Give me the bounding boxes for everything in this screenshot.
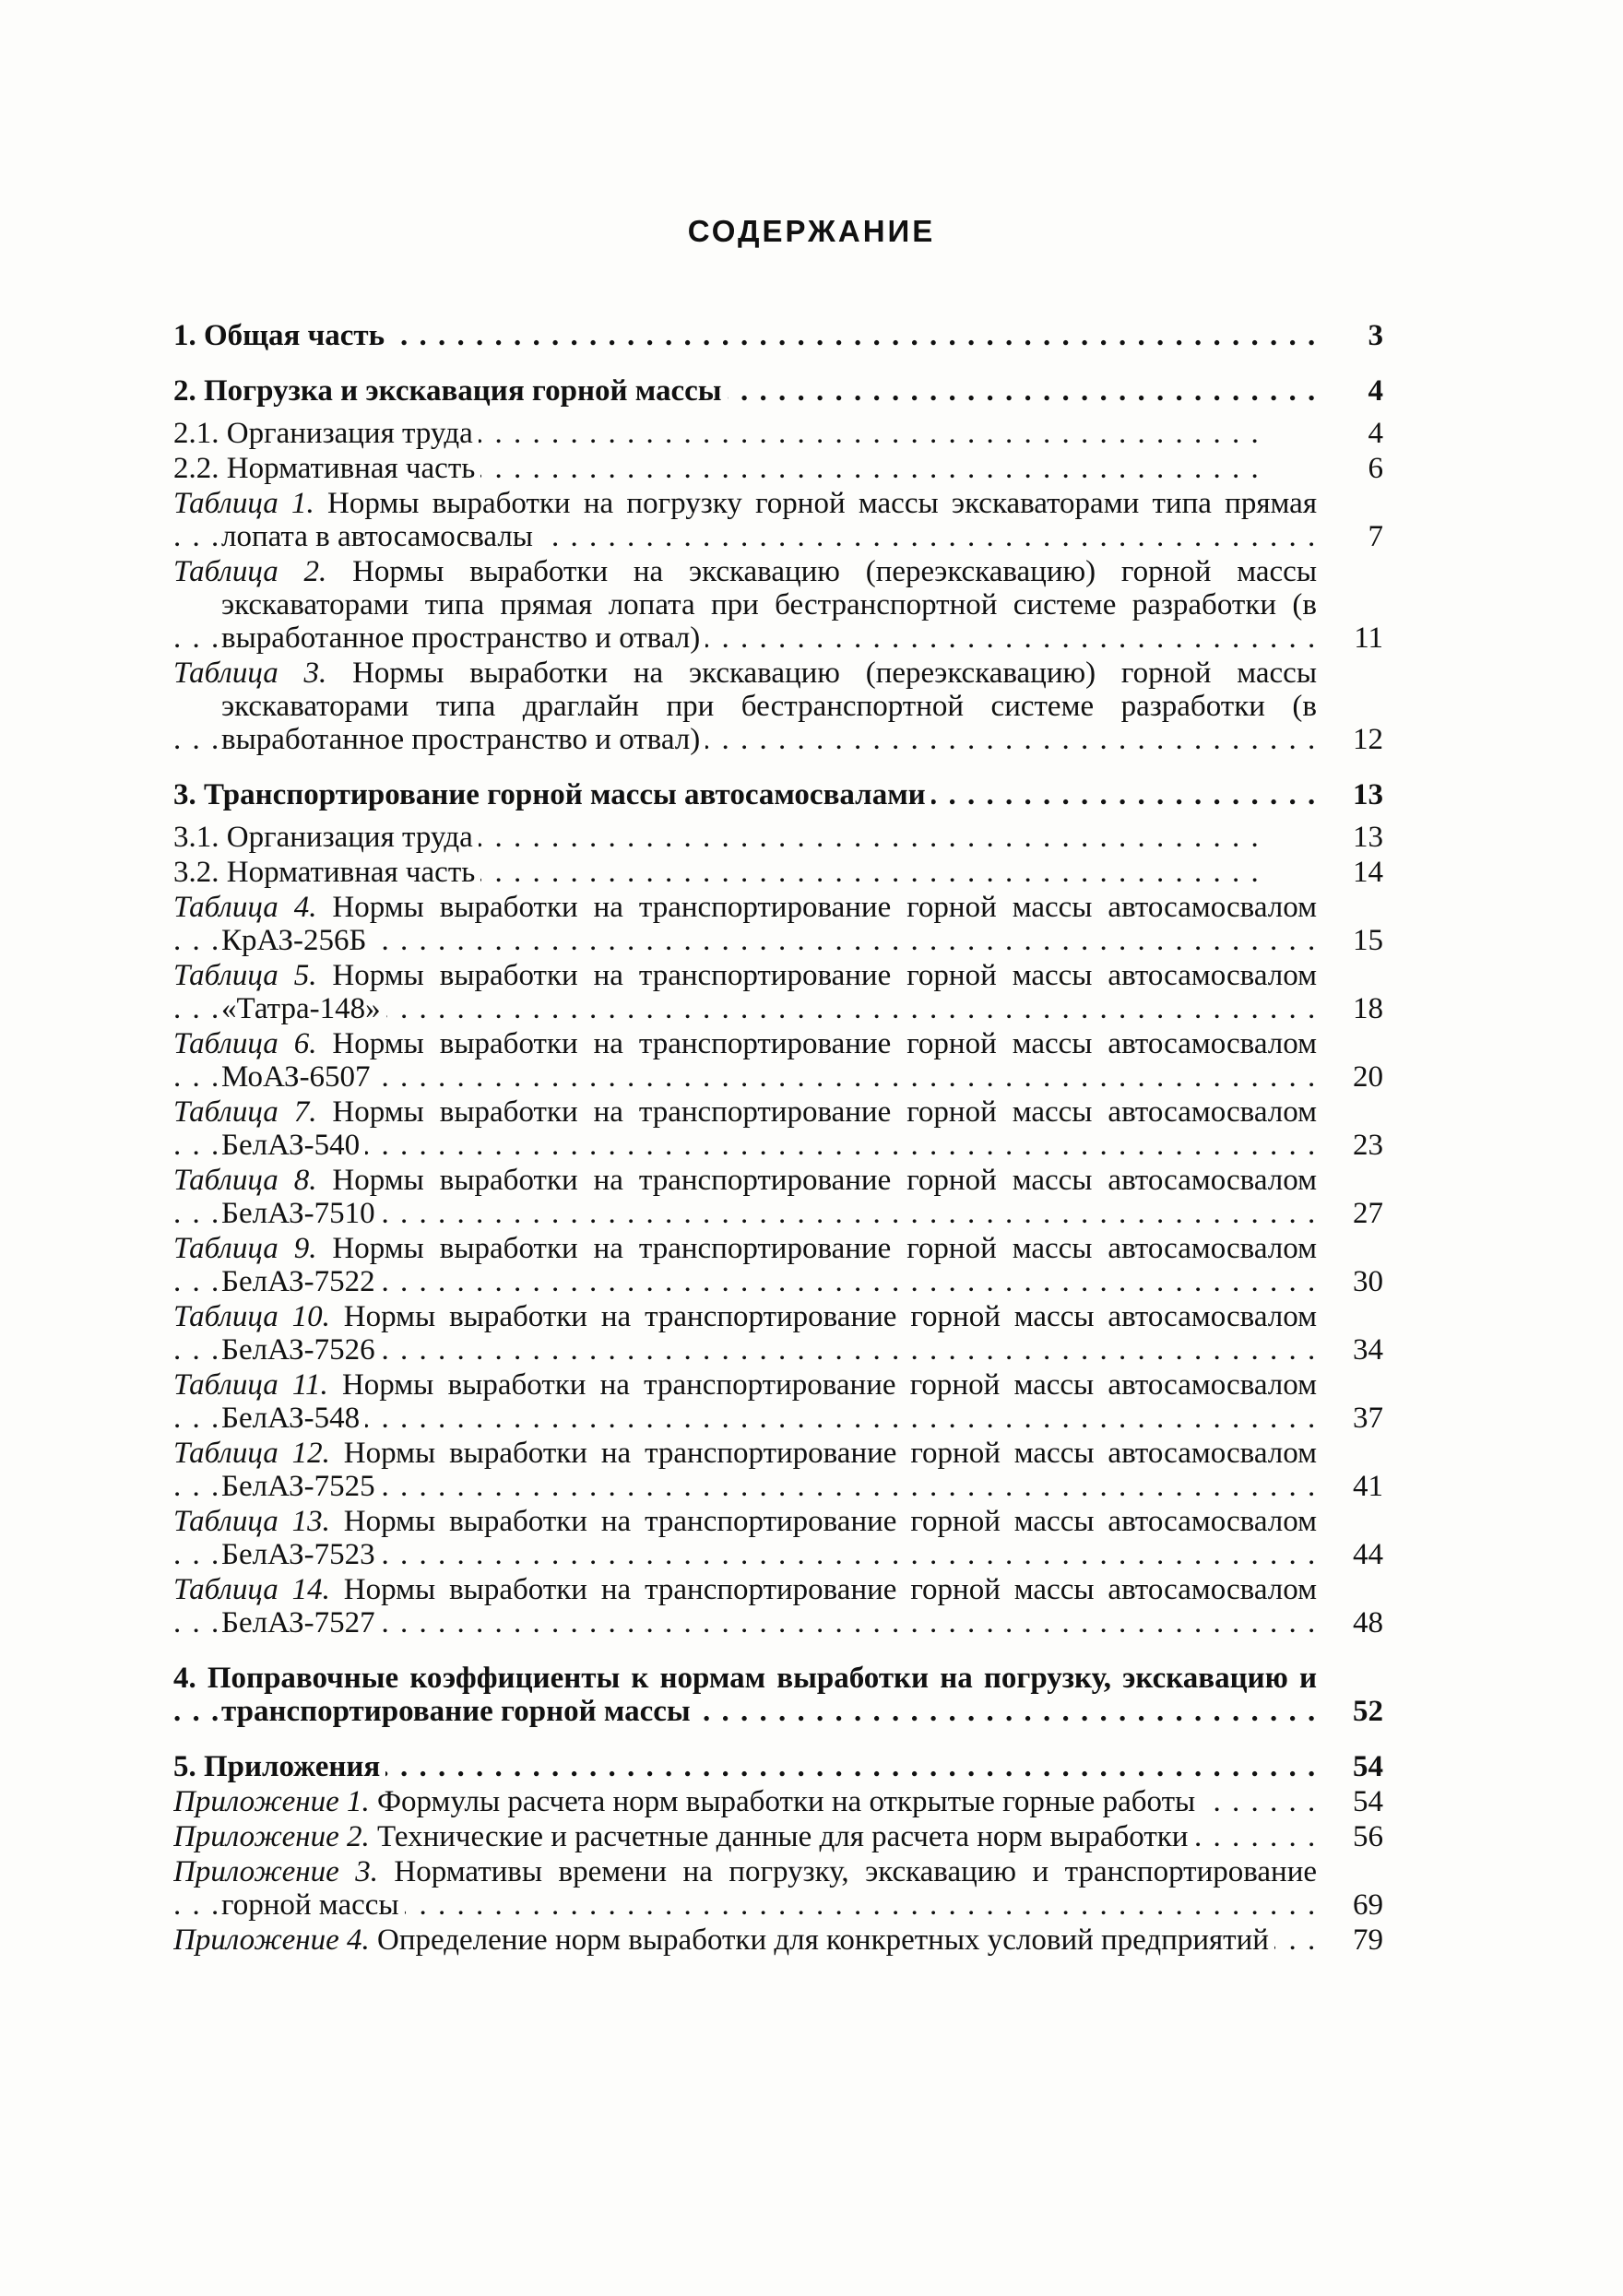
toc-page-number: 41 — [1353, 1470, 1383, 1503]
toc-entry-text — [173, 1573, 1317, 1639]
toc-entry-label: Приложение 4. — [173, 1923, 370, 1957]
toc-page-number: 54 — [1353, 1785, 1383, 1818]
toc-page-number: 12 — [1353, 723, 1383, 756]
toc-entry-text — [173, 555, 1317, 655]
toc-entry[interactable] — [173, 1368, 1383, 1435]
toc-entry-title: 1. Общая часть — [173, 319, 385, 352]
toc-entry-text — [173, 1662, 1317, 1728]
toc-entry-title: 4. Поправочные коэффициенты к нормам выработки на погрузку, экскавацию и транспортирование горной массы — [173, 1662, 1317, 1728]
toc-entry[interactable] — [173, 487, 1383, 553]
toc-entry-body — [173, 778, 1317, 811]
toc-page-number: 13 — [1353, 821, 1383, 854]
toc-entry-body — [173, 1923, 1317, 1957]
toc-entry-title: Нормы выработки на экскавацию (переэкскавацию) горной массы экскаваторами типа драглайн при бестранспортной системе разработки (в выработанное пространство и отвал) — [221, 657, 1317, 756]
toc-entry-text — [173, 374, 728, 408]
toc-entry-title: Нормы выработки на экскавацию (переэкскавацию) горной массы экскаваторами типа прямая лопата при бестранспортной системе разработки (в выработанное пространство и отвал) — [221, 555, 1317, 655]
toc-entry-label: Приложение 3. — [173, 1855, 378, 1888]
toc-entry-body — [173, 1164, 1317, 1230]
toc-page-number: 54 — [1353, 1750, 1383, 1783]
toc-entry-text — [173, 487, 1317, 553]
toc-page-number: 52 — [1353, 1695, 1383, 1728]
toc-entry[interactable] — [173, 1923, 1383, 1957]
toc-entry-label: Таблица 2. — [173, 555, 327, 588]
toc-page-number: 3 — [1368, 319, 1383, 352]
toc-entry-body — [173, 959, 1317, 1025]
toc-entry-text — [173, 821, 479, 854]
toc-entry-title: Нормы выработки на транспортирование горной массы автосамосвалом БелАЗ-540 — [221, 1095, 1317, 1162]
toc-entry[interactable] — [173, 1820, 1383, 1853]
toc-entry[interactable] — [173, 959, 1383, 1025]
toc-entry-title: Нормы выработки на транспортирование горной массы автосамосвалом МоАЗ-6507 — [221, 1027, 1317, 1094]
toc-entry-label: Таблица 7. — [173, 1095, 317, 1129]
toc-entry-body — [173, 555, 1317, 655]
toc-entry-label: Таблица 10. — [173, 1300, 330, 1333]
toc-entry-text — [173, 1437, 1317, 1503]
toc-entry-label: Таблица 11. — [173, 1368, 328, 1402]
toc-entry-label: Таблица 5. — [173, 959, 317, 992]
toc-page-number: 14 — [1353, 856, 1383, 889]
toc-page-number: 30 — [1353, 1265, 1383, 1298]
toc-entry-title: Нормативы времени на погрузку, экскавацию и транспортирование горной массы — [221, 1855, 1317, 1922]
toc-page-number: 15 — [1353, 924, 1383, 957]
toc-entry-text — [173, 1855, 1317, 1922]
toc-entry[interactable] — [173, 1164, 1383, 1230]
toc-entry-title: Нормы выработки на транспортирование горной массы автосамосвалом БелАЗ-7527 — [221, 1573, 1317, 1639]
toc-entry-title: Технические и расчетные данные для расчета норм выработки — [376, 1820, 1189, 1853]
toc-page-number: 37 — [1353, 1402, 1383, 1435]
toc-entry-text — [173, 856, 480, 889]
toc-entry-title: Нормы выработки на погрузку горной массы экскаваторами типа прямая лопата в автосамосвалы — [221, 487, 1317, 553]
toc-entry-title: 2. Погрузка и экскавация горной массы — [173, 374, 722, 408]
toc-entry[interactable] — [173, 1232, 1383, 1298]
toc-entry-title: 3.2. Нормативная часть — [173, 856, 476, 889]
toc-entry-text — [173, 891, 1317, 957]
toc-entry-body — [173, 1573, 1317, 1639]
toc-entry-text — [173, 1300, 1317, 1367]
toc-entry[interactable] — [173, 1785, 1383, 1818]
toc-entry-body — [173, 1750, 1317, 1783]
toc-entry-title: Нормы выработки на транспортирование горной массы автосамосвалом БелАЗ-7525 — [221, 1437, 1317, 1503]
toc-entry[interactable] — [173, 1855, 1383, 1922]
toc-page-number: 27 — [1353, 1197, 1383, 1230]
toc-entry[interactable] — [173, 1505, 1383, 1571]
toc-entry-body — [173, 1820, 1317, 1853]
toc-entry-body — [173, 452, 1269, 485]
toc-entry-text — [173, 657, 1317, 756]
toc-entry[interactable] — [173, 374, 1383, 408]
toc-entry-body — [173, 1300, 1317, 1367]
toc-entry-body — [173, 1368, 1317, 1435]
toc-entry-body — [173, 374, 1317, 408]
toc-entry-title: Нормы выработки на транспортирование горной массы автосамосвалом БелАЗ-7523 — [221, 1505, 1317, 1571]
toc-entry-text — [173, 1232, 1317, 1298]
toc-entry-body — [173, 1437, 1317, 1503]
toc-entry[interactable] — [173, 452, 1383, 485]
toc-page-number: 79 — [1353, 1923, 1383, 1957]
toc-page-number: 44 — [1353, 1538, 1383, 1571]
toc-entry-title: 3. Транспортирование горной массы автосамосвалами — [173, 778, 926, 811]
toc-entry[interactable] — [173, 1750, 1383, 1783]
toc-entry-title: Нормы выработки на транспортирование горной массы автосамосвалом КрАЗ-256Б — [221, 891, 1317, 957]
toc-entry-title: Нормы выработки на транспортирование горной массы автосамосвалом БелАЗ-548 — [221, 1368, 1317, 1435]
toc-entry-text — [173, 1164, 1317, 1230]
toc-entry-label: Таблица 8. — [173, 1164, 317, 1197]
toc-entry-label: Таблица 9. — [173, 1232, 317, 1265]
toc-page-number: 20 — [1353, 1060, 1383, 1094]
toc-entry-label: Таблица 1. — [173, 487, 314, 520]
toc-page-number: 13 — [1353, 778, 1383, 811]
toc-entry-body — [173, 417, 1269, 450]
toc-entry[interactable] — [173, 1573, 1383, 1639]
toc-entry-body — [173, 1505, 1317, 1571]
toc-entry-text — [173, 1027, 1317, 1094]
toc-entry[interactable] — [173, 417, 1383, 450]
toc-entry-text — [173, 959, 1317, 1025]
toc-page-number: 23 — [1353, 1129, 1383, 1162]
toc-entry-body — [173, 487, 1317, 553]
toc-entry-title: 5. Приложения — [173, 1750, 381, 1783]
toc-entry-body — [173, 1785, 1317, 1818]
toc-entry-label: Таблица 14. — [173, 1573, 330, 1606]
toc-page-number: 6 — [1368, 452, 1383, 485]
toc-entry-body — [173, 657, 1317, 756]
toc-page-number: 11 — [1354, 621, 1383, 655]
toc-entry[interactable] — [173, 778, 1383, 811]
toc-entry-text — [173, 1368, 1317, 1435]
table-of-contents — [173, 319, 1383, 1957]
toc-entry-body — [173, 319, 1317, 352]
toc-entry-title: 3.1. Организация труда — [173, 821, 473, 854]
toc-entry[interactable] — [173, 821, 1383, 854]
toc-page-number: 4 — [1368, 417, 1383, 450]
toc-entry[interactable] — [173, 1300, 1383, 1367]
toc-entry-label: Таблица 4. — [173, 891, 317, 924]
toc-entry[interactable] — [173, 891, 1383, 957]
toc-page-number: 56 — [1353, 1820, 1383, 1853]
toc-entry[interactable] — [173, 1437, 1383, 1503]
toc-entry-text — [173, 319, 390, 352]
toc-entry-label: Таблица 3. — [173, 657, 327, 690]
toc-entry[interactable] — [173, 555, 1383, 655]
toc-entry-text — [173, 1785, 1201, 1818]
toc-entry-body — [173, 1027, 1317, 1094]
toc-entry[interactable] — [173, 1095, 1383, 1162]
toc-entry[interactable] — [173, 1662, 1383, 1728]
toc-entry-body — [173, 891, 1317, 957]
toc-entry[interactable] — [173, 657, 1383, 756]
toc-entry-text — [173, 452, 480, 485]
toc-entry-text — [173, 1505, 1317, 1571]
toc-entry-title: Нормы выработки на транспортирование горной массы автосамосвалом «Татра-148» — [221, 959, 1317, 1025]
toc-entry-text — [173, 417, 479, 450]
page-title: СОДЕРЖАНИЕ — [687, 214, 936, 248]
toc-entry-body — [173, 821, 1269, 854]
toc-entry-title: Определение норм выработки для конкретных условий предприятий — [376, 1923, 1269, 1957]
toc-page-number: 4 — [1368, 374, 1383, 408]
toc-page-number: 34 — [1353, 1333, 1383, 1367]
toc-entry-label: Таблица 6. — [173, 1027, 317, 1060]
toc-entry-title: Нормы выработки на транспортирование горной массы автосамосвалом БелАЗ-7526 — [221, 1300, 1317, 1367]
toc-entry-label: Приложение 1. — [173, 1785, 370, 1818]
toc-entry-text — [173, 1820, 1193, 1853]
toc-entry[interactable] — [173, 856, 1383, 889]
toc-entry-body — [173, 1662, 1317, 1728]
toc-entry[interactable] — [173, 1027, 1383, 1094]
toc-entry-text — [173, 1750, 385, 1783]
toc-entry-text — [173, 778, 931, 811]
toc-entry-title: 2.1. Организация труда — [173, 417, 473, 450]
toc-page-number: 7 — [1368, 520, 1383, 553]
toc-entry-text — [173, 1095, 1317, 1162]
toc-entry-label: Таблица 13. — [173, 1505, 330, 1538]
toc-page-number: 69 — [1353, 1888, 1383, 1922]
toc-entry-title: Формулы расчета норм выработки на открытые горные работы — [376, 1785, 1196, 1818]
toc-entry-body — [173, 1232, 1317, 1298]
toc-entry-text — [173, 1923, 1274, 1957]
toc-entry-label: Приложение 2. — [173, 1820, 370, 1853]
toc-page-number: 18 — [1353, 992, 1383, 1025]
toc-entry-title: Нормы выработки на транспортирование горной массы автосамосвалом БелАЗ-7510 — [221, 1164, 1317, 1230]
toc-entry-label: Таблица 12. — [173, 1437, 330, 1470]
toc-entry-body — [173, 856, 1269, 889]
toc-entry[interactable] — [173, 319, 1383, 352]
toc-entry-title: 2.2. Нормативная часть — [173, 452, 476, 485]
toc-page-number: 48 — [1353, 1606, 1383, 1639]
toc-entry-body — [173, 1855, 1317, 1922]
toc-entry-title: Нормы выработки на транспортирование горной массы автосамосвалом БелАЗ-7522 — [221, 1232, 1317, 1298]
toc-entry-body — [173, 1095, 1317, 1162]
